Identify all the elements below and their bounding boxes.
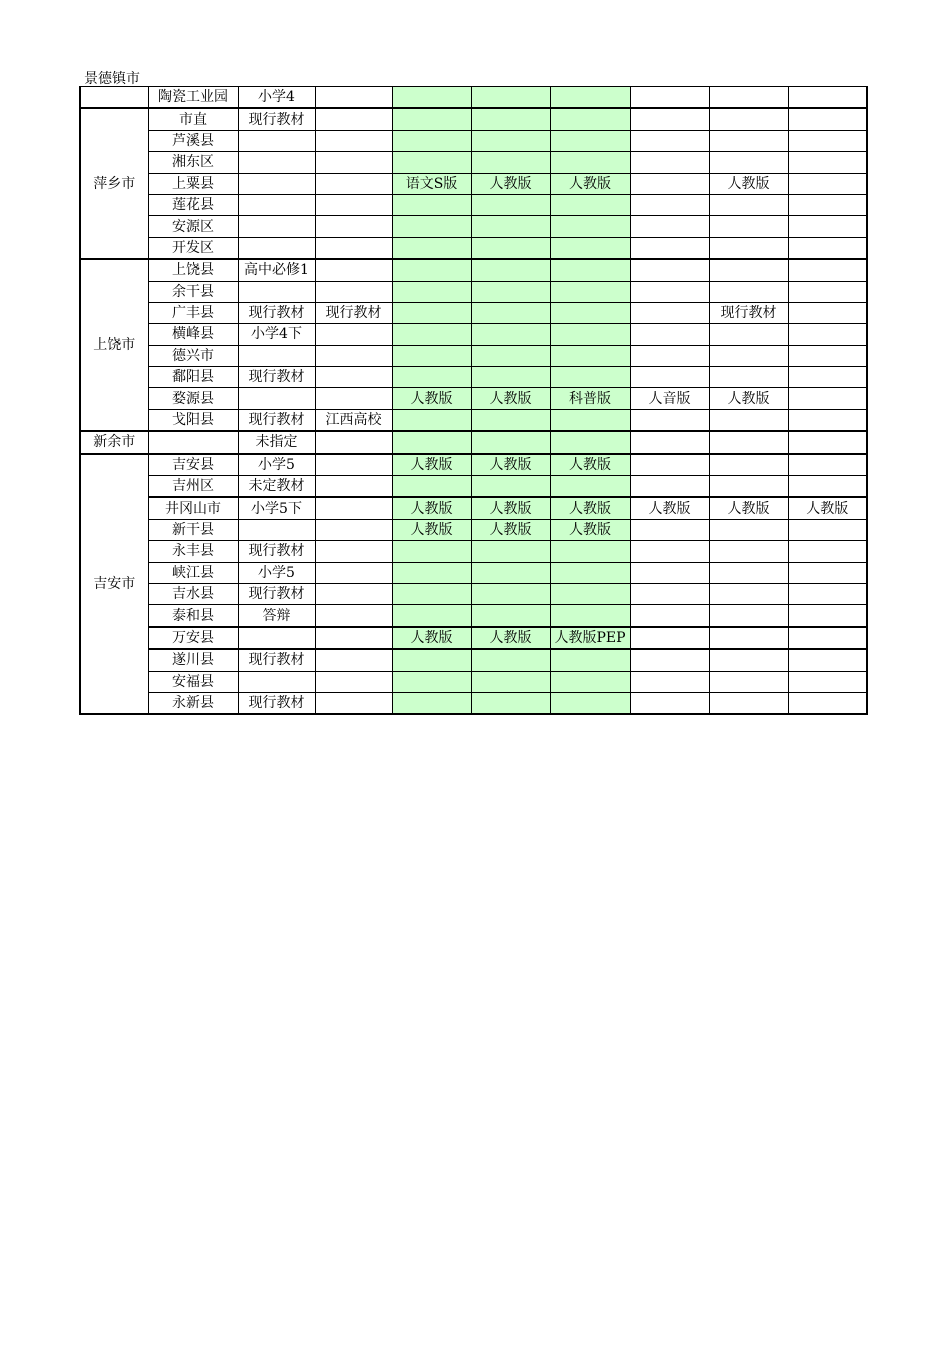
county-cell: 广丰县 xyxy=(148,302,238,323)
subject-cell xyxy=(392,409,471,431)
subject-cell xyxy=(788,108,867,130)
subject-cell xyxy=(238,671,315,692)
subject-cell: 小学5 xyxy=(238,454,315,476)
subject-cell xyxy=(471,583,550,604)
subject-cell xyxy=(471,649,550,671)
subject-cell: 人教版 xyxy=(709,388,788,409)
subject-cell xyxy=(630,324,709,345)
table-row xyxy=(80,87,867,109)
subject-cell xyxy=(550,409,630,431)
subject-cell xyxy=(630,562,709,583)
table-row xyxy=(80,583,867,604)
subject-cell xyxy=(238,130,315,151)
subject-cell xyxy=(238,194,315,215)
subject-cell xyxy=(630,541,709,562)
subject-cell xyxy=(238,627,315,649)
subject-cell xyxy=(315,173,392,194)
subject-cell xyxy=(392,237,471,259)
table-row xyxy=(80,409,867,431)
subject-cell: 现行教材 xyxy=(238,541,315,562)
subject-cell xyxy=(315,216,392,237)
table-row xyxy=(80,627,867,649)
subject-cell xyxy=(630,476,709,498)
subject-cell xyxy=(471,671,550,692)
subject-cell xyxy=(550,216,630,237)
subject-cell: 现行教材 xyxy=(238,108,315,130)
city-cell: 吉安市 xyxy=(80,454,148,715)
subject-cell xyxy=(630,152,709,173)
subject-cell xyxy=(471,541,550,562)
subject-cell xyxy=(788,541,867,562)
subject-cell xyxy=(392,324,471,345)
subject-cell xyxy=(238,388,315,409)
subject-cell xyxy=(709,108,788,130)
subject-cell xyxy=(630,87,709,109)
subject-cell xyxy=(315,87,392,109)
subject-cell xyxy=(709,324,788,345)
subject-cell xyxy=(471,194,550,215)
county-cell: 安福县 xyxy=(148,671,238,692)
subject-cell xyxy=(788,671,867,692)
subject-cell xyxy=(550,87,630,109)
county-cell: 峡江县 xyxy=(148,562,238,583)
subject-cell xyxy=(788,519,867,540)
subject-cell xyxy=(788,562,867,583)
subject-cell xyxy=(630,130,709,151)
county-cell xyxy=(148,431,238,453)
subject-cell xyxy=(471,237,550,259)
county-cell: 安源区 xyxy=(148,216,238,237)
subject-cell: 人教版 xyxy=(392,497,471,519)
subject-cell xyxy=(550,541,630,562)
subject-cell: 人教版 xyxy=(550,173,630,194)
table-row xyxy=(80,237,867,259)
county-cell: 吉安县 xyxy=(148,454,238,476)
subject-cell xyxy=(315,152,392,173)
subject-cell xyxy=(471,692,550,714)
table-row xyxy=(80,345,867,366)
subject-cell xyxy=(630,173,709,194)
subject-cell: 人教版 xyxy=(471,497,550,519)
subject-cell xyxy=(315,367,392,388)
subject-cell xyxy=(238,173,315,194)
subject-cell xyxy=(788,454,867,476)
subject-cell: 人教版 xyxy=(630,497,709,519)
table-row xyxy=(80,259,867,281)
subject-cell xyxy=(315,281,392,302)
table-row xyxy=(80,173,867,194)
subject-cell xyxy=(550,476,630,498)
subject-cell xyxy=(788,324,867,345)
subject-cell xyxy=(471,324,550,345)
subject-cell xyxy=(550,649,630,671)
subject-cell xyxy=(471,605,550,627)
subject-cell xyxy=(550,259,630,281)
subject-cell xyxy=(709,671,788,692)
table-row xyxy=(80,476,867,498)
county-cell: 德兴市 xyxy=(148,345,238,366)
subject-cell xyxy=(392,671,471,692)
subject-cell: 人教版 xyxy=(392,627,471,649)
subject-cell xyxy=(550,152,630,173)
subject-cell xyxy=(788,216,867,237)
subject-cell: 人教版 xyxy=(392,519,471,540)
subject-cell xyxy=(788,388,867,409)
subject-cell xyxy=(709,130,788,151)
subject-cell xyxy=(550,345,630,366)
subject-cell xyxy=(630,108,709,130)
subject-cell: 现行教材 xyxy=(238,367,315,388)
subject-cell xyxy=(550,281,630,302)
subject-cell: 高中必修1 xyxy=(238,259,315,281)
subject-cell: 未定教材 xyxy=(238,476,315,498)
subject-cell: 小学5 xyxy=(238,562,315,583)
subject-cell: 人教版 xyxy=(550,519,630,540)
table-row xyxy=(80,194,867,215)
subject-cell xyxy=(788,152,867,173)
subject-cell xyxy=(709,87,788,109)
subject-cell xyxy=(788,431,867,453)
subject-cell xyxy=(630,237,709,259)
subject-cell xyxy=(709,194,788,215)
subject-cell xyxy=(392,583,471,604)
subject-cell xyxy=(238,281,315,302)
subject-cell: 人教版 xyxy=(550,454,630,476)
subject-cell: 江西高校 xyxy=(315,409,392,431)
subject-cell xyxy=(709,409,788,431)
subject-cell xyxy=(392,302,471,323)
subject-cell xyxy=(788,87,867,109)
subject-cell xyxy=(392,649,471,671)
subject-cell xyxy=(315,130,392,151)
subject-cell xyxy=(709,345,788,366)
subject-cell xyxy=(788,194,867,215)
subject-cell xyxy=(630,345,709,366)
subject-cell xyxy=(315,345,392,366)
county-cell: 遂川县 xyxy=(148,649,238,671)
subject-cell xyxy=(550,431,630,453)
subject-cell xyxy=(788,605,867,627)
subject-cell xyxy=(471,259,550,281)
subject-cell xyxy=(788,259,867,281)
table-row xyxy=(80,281,867,302)
subject-cell xyxy=(788,345,867,366)
subject-cell xyxy=(392,541,471,562)
subject-cell: 人音版 xyxy=(630,388,709,409)
subject-cell xyxy=(709,562,788,583)
county-cell: 吉州区 xyxy=(148,476,238,498)
subject-cell: 小学4 xyxy=(238,87,315,109)
subject-cell xyxy=(471,431,550,453)
subject-cell xyxy=(550,562,630,583)
subject-cell xyxy=(471,476,550,498)
subject-cell xyxy=(315,671,392,692)
subject-cell xyxy=(550,237,630,259)
subject-cell xyxy=(709,281,788,302)
county-cell: 戈阳县 xyxy=(148,409,238,431)
subject-cell xyxy=(709,605,788,627)
subject-cell: 现行教材 xyxy=(315,302,392,323)
subject-cell xyxy=(550,605,630,627)
subject-cell: 人教版 xyxy=(550,497,630,519)
county-cell: 泰和县 xyxy=(148,605,238,627)
textbook-table xyxy=(79,86,868,715)
subject-cell xyxy=(709,649,788,671)
subject-cell xyxy=(315,194,392,215)
county-cell: 开发区 xyxy=(148,237,238,259)
county-cell: 万安县 xyxy=(148,627,238,649)
subject-cell xyxy=(630,259,709,281)
subject-cell xyxy=(471,108,550,130)
subject-cell xyxy=(471,409,550,431)
subject-cell xyxy=(709,454,788,476)
subject-cell xyxy=(392,87,471,109)
subject-cell xyxy=(550,367,630,388)
subject-cell xyxy=(788,476,867,498)
subject-cell xyxy=(630,367,709,388)
subject-cell xyxy=(788,583,867,604)
subject-cell xyxy=(709,519,788,540)
subject-cell xyxy=(392,130,471,151)
subject-cell: 答辩 xyxy=(238,605,315,627)
subject-cell xyxy=(392,108,471,130)
table-row xyxy=(80,388,867,409)
table-row xyxy=(80,671,867,692)
sheet-caption: 景德镇市 xyxy=(84,71,140,87)
subject-cell xyxy=(315,259,392,281)
subject-cell: 人教版 xyxy=(709,173,788,194)
subject-cell: 人教版 xyxy=(392,388,471,409)
subject-cell xyxy=(392,345,471,366)
subject-cell xyxy=(471,367,550,388)
subject-cell xyxy=(315,237,392,259)
city-cell: 新余市 xyxy=(80,431,148,453)
subject-cell: 现行教材 xyxy=(709,302,788,323)
subject-cell xyxy=(709,259,788,281)
subject-cell xyxy=(315,605,392,627)
subject-cell xyxy=(315,627,392,649)
subject-cell xyxy=(315,431,392,453)
subject-cell xyxy=(550,671,630,692)
subject-cell xyxy=(788,627,867,649)
subject-cell: 小学5下 xyxy=(238,497,315,519)
subject-cell xyxy=(709,692,788,714)
subject-cell xyxy=(630,431,709,453)
county-cell: 湘东区 xyxy=(148,152,238,173)
subject-cell xyxy=(315,649,392,671)
subject-cell: 小学4下 xyxy=(238,324,315,345)
table-row xyxy=(80,324,867,345)
county-cell: 鄱阳县 xyxy=(148,367,238,388)
county-cell: 莲花县 xyxy=(148,194,238,215)
table-row xyxy=(80,302,867,323)
subject-cell xyxy=(630,649,709,671)
table-row xyxy=(80,454,867,476)
subject-cell xyxy=(630,627,709,649)
table-row xyxy=(80,216,867,237)
subject-cell: 未指定 xyxy=(238,431,315,453)
subject-cell: 现行教材 xyxy=(238,649,315,671)
subject-cell xyxy=(392,605,471,627)
subject-cell: 人教版 xyxy=(471,388,550,409)
subject-cell: 人教版PEP xyxy=(550,627,630,649)
table-row xyxy=(80,152,867,173)
subject-cell xyxy=(392,367,471,388)
subject-cell xyxy=(630,454,709,476)
subject-cell xyxy=(238,216,315,237)
county-cell: 上粟县 xyxy=(148,173,238,194)
subject-cell xyxy=(788,302,867,323)
subject-cell xyxy=(630,302,709,323)
subject-cell xyxy=(315,497,392,519)
subject-cell xyxy=(550,194,630,215)
subject-cell xyxy=(315,108,392,130)
county-cell: 横峰县 xyxy=(148,324,238,345)
county-cell: 余干县 xyxy=(148,281,238,302)
subject-cell xyxy=(550,583,630,604)
subject-cell xyxy=(315,454,392,476)
subject-cell xyxy=(471,302,550,323)
subject-cell xyxy=(315,583,392,604)
subject-cell xyxy=(709,431,788,453)
county-cell: 陶瓷工业园 xyxy=(148,87,238,109)
table-row xyxy=(80,562,867,583)
subject-cell xyxy=(788,130,867,151)
subject-cell xyxy=(630,605,709,627)
county-cell: 新干县 xyxy=(148,519,238,540)
subject-cell xyxy=(630,692,709,714)
subject-cell: 人教版 xyxy=(788,497,867,519)
subject-cell xyxy=(788,367,867,388)
county-cell: 永新县 xyxy=(148,692,238,714)
county-cell: 芦溪县 xyxy=(148,130,238,151)
county-cell: 市直 xyxy=(148,108,238,130)
subject-cell: 人教版 xyxy=(471,454,550,476)
subject-cell xyxy=(315,388,392,409)
table-row xyxy=(80,649,867,671)
subject-cell xyxy=(392,692,471,714)
table-row xyxy=(80,108,867,130)
county-cell: 井冈山市 xyxy=(148,497,238,519)
subject-cell xyxy=(471,216,550,237)
subject-cell xyxy=(471,87,550,109)
subject-cell xyxy=(315,562,392,583)
subject-cell xyxy=(550,130,630,151)
subject-cell xyxy=(709,152,788,173)
subject-cell xyxy=(315,324,392,345)
subject-cell xyxy=(630,583,709,604)
subject-cell xyxy=(630,194,709,215)
subject-cell: 人教版 xyxy=(392,454,471,476)
subject-cell xyxy=(471,152,550,173)
subject-cell xyxy=(550,108,630,130)
subject-cell xyxy=(709,237,788,259)
subject-cell xyxy=(238,345,315,366)
city-cell xyxy=(80,87,148,109)
subject-cell: 现行教材 xyxy=(238,409,315,431)
subject-cell xyxy=(788,173,867,194)
table-row xyxy=(80,541,867,562)
subject-cell xyxy=(315,692,392,714)
subject-cell xyxy=(709,476,788,498)
subject-cell xyxy=(392,216,471,237)
subject-cell xyxy=(788,409,867,431)
subject-cell xyxy=(630,216,709,237)
subject-cell xyxy=(788,237,867,259)
subject-cell xyxy=(238,237,315,259)
subject-cell xyxy=(392,259,471,281)
table-row xyxy=(80,130,867,151)
subject-cell xyxy=(709,627,788,649)
table-body xyxy=(80,87,867,715)
subject-cell xyxy=(630,671,709,692)
subject-cell xyxy=(550,692,630,714)
subject-cell xyxy=(788,649,867,671)
subject-cell: 人教版 xyxy=(471,627,550,649)
table-row xyxy=(80,431,867,453)
subject-cell xyxy=(709,583,788,604)
subject-cell xyxy=(315,519,392,540)
county-cell: 婺源县 xyxy=(148,388,238,409)
subject-cell xyxy=(630,519,709,540)
subject-cell xyxy=(392,194,471,215)
table-row xyxy=(80,519,867,540)
subject-cell: 人教版 xyxy=(471,519,550,540)
subject-cell xyxy=(315,476,392,498)
subject-cell xyxy=(709,541,788,562)
subject-cell xyxy=(550,302,630,323)
county-cell: 上饶县 xyxy=(148,259,238,281)
county-cell: 吉水县 xyxy=(148,583,238,604)
subject-cell xyxy=(709,367,788,388)
city-cell: 萍乡市 xyxy=(80,108,148,259)
city-cell: 上饶市 xyxy=(80,259,148,431)
subject-cell: 现行教材 xyxy=(238,302,315,323)
subject-cell xyxy=(392,152,471,173)
subject-cell: 人教版 xyxy=(709,497,788,519)
subject-cell xyxy=(238,152,315,173)
table-row xyxy=(80,367,867,388)
subject-cell xyxy=(392,281,471,302)
subject-cell: 语文S版 xyxy=(392,173,471,194)
subject-cell: 科普版 xyxy=(550,388,630,409)
subject-cell xyxy=(392,431,471,453)
subject-cell: 现行教材 xyxy=(238,692,315,714)
subject-cell xyxy=(709,216,788,237)
county-cell: 永丰县 xyxy=(148,541,238,562)
subject-cell xyxy=(392,476,471,498)
subject-cell: 人教版 xyxy=(471,173,550,194)
subject-cell xyxy=(630,409,709,431)
table-row xyxy=(80,497,867,519)
table-row xyxy=(80,605,867,627)
subject-cell xyxy=(471,130,550,151)
subject-cell xyxy=(630,281,709,302)
subject-cell xyxy=(392,562,471,583)
subject-cell xyxy=(238,519,315,540)
subject-cell: 现行教材 xyxy=(238,583,315,604)
subject-cell xyxy=(788,692,867,714)
subject-cell xyxy=(471,345,550,366)
table-row xyxy=(80,692,867,714)
subject-cell xyxy=(471,281,550,302)
subject-cell xyxy=(788,281,867,302)
subject-cell xyxy=(550,324,630,345)
subject-cell xyxy=(471,562,550,583)
subject-cell xyxy=(315,541,392,562)
